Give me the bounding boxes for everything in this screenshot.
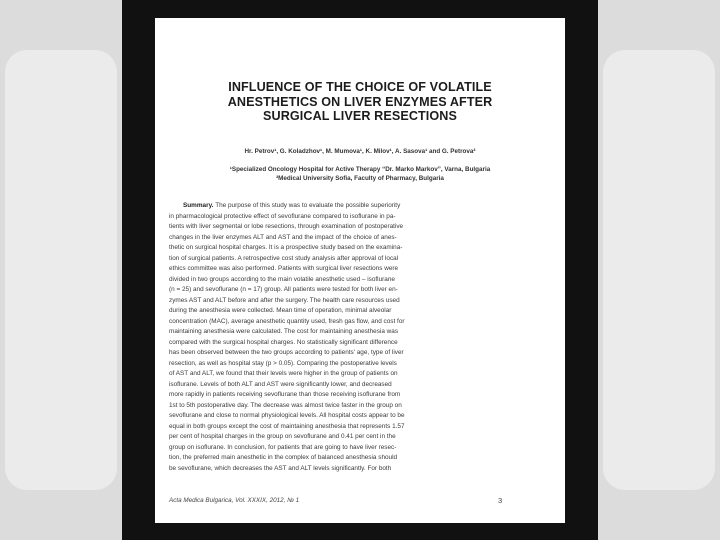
summary-line-text: compared with the surgical hospital charges. No statistically significant difference <box>169 338 398 346</box>
summary-line <box>169 390 511 401</box>
summary-line-text: equal in both groups except the cost of maintaining anesthesia that represents 1.57 <box>169 422 405 430</box>
paper-title <box>155 80 565 124</box>
summary-line-text: tion, the preferred main anesthetic in the complex of balanced anesthesia should <box>169 454 398 461</box>
summary-line-text: divided in two groups according to the main volatile anesthetic used – isoflurane <box>169 275 395 283</box>
summary-line-text: zymes AST and ALT before and after the surgery. The health care resources used <box>169 296 400 304</box>
journal-reference: Acta Medica Bulgarica, Vol. XXXIX, 2012, № 1 <box>169 497 300 504</box>
summary-line <box>169 359 511 370</box>
summary-line <box>169 432 511 443</box>
summary-label: Summary. <box>183 202 216 209</box>
summary-line-text: of AST and ALT, we found that their levels were higher in the group of patients on <box>169 370 398 377</box>
summary-line <box>169 327 511 338</box>
summary-line <box>169 243 511 254</box>
summary-line <box>169 222 511 233</box>
summary-line <box>169 422 511 433</box>
title-line: SURGICAL LIVER RESECTIONS <box>263 109 457 123</box>
affiliations <box>155 165 565 183</box>
paper-page <box>155 18 565 523</box>
title-line: INFLUENCE OF THE CHOICE OF VOLATILE <box>228 80 492 94</box>
summary-line <box>169 338 511 349</box>
right-decorative-card <box>603 50 715 490</box>
summary-line <box>169 254 511 265</box>
summary-line-text: maintaining anesthesia were calculated. The cost for maintaining anesthesia was <box>169 328 399 335</box>
summary-line <box>169 443 511 454</box>
summary-line-text: resection, as well as hospital stay (p > 0.05). Comparing the postoperative levels <box>169 359 397 367</box>
summary-line-text: be sevoflurane, which decreases the AST and ALT levels significantly. For both <box>169 464 392 472</box>
title-line: ANESTHETICS ON LIVER ENZYMES AFTER <box>227 94 493 109</box>
summary-line <box>169 212 511 223</box>
summary-line-text: changes in the liver enzymes ALT and AST and the impact of the choice of anes- <box>169 233 397 241</box>
summary-line-text: per cent of hospital charges in the group on sevoflurane and 0.41 per cent in the <box>169 433 396 440</box>
left-decorative-card <box>5 50 117 490</box>
summary-line <box>169 348 511 359</box>
summary-line-text: during the anesthesia were collected. Mean time of operation, minimal alveolar <box>169 307 392 314</box>
summary-line-text: concentration (MAC), average anesthetic quantity used, fresh gas flow, and cost for <box>169 317 405 325</box>
summary-line <box>169 380 511 391</box>
summary-line-text: has been observed between the two groups according to patients' age, type of liver <box>169 349 404 356</box>
summary-line <box>169 275 511 286</box>
summary-line <box>169 201 511 212</box>
summary-line <box>169 296 511 307</box>
summary-line-text: tients with liver segmental or lobe resections, through examination of postoperative <box>169 223 404 230</box>
affiliation-line: ²Medical University Sofia, Faculty of Pharmacy, Bulgaria <box>276 175 444 182</box>
summary-line-text: group on isoflurane. In conclusion, for patients that are going to have liver resec- <box>169 443 397 451</box>
summary-line-text: (n = 25) and sevoflurane (n = 17) group. All patients were tested for both liver en- <box>169 286 398 293</box>
summary-line <box>169 264 511 275</box>
summary-line <box>169 285 511 296</box>
summary-line <box>169 306 511 317</box>
summary-line-text: ethics committee was also performed. Patients with surgical liver resections were <box>169 265 399 272</box>
summary-line <box>169 453 511 464</box>
summary-line <box>169 233 511 244</box>
summary-line <box>169 401 511 412</box>
summary-line <box>169 464 511 475</box>
summary-line <box>169 317 511 328</box>
summary-line <box>169 411 511 422</box>
summary-line-text: sevoflurane and close to normal physiological levels. All hospital costs appear to be <box>169 412 405 419</box>
summary-line <box>169 369 511 380</box>
summary-line-text: more rapidly in patients receiving sevoflurane than those receiving isoflurane from <box>169 391 401 398</box>
page-number: 3 <box>498 496 503 505</box>
affiliation-line: ¹Specialized Oncology Hospital for Active Therapy “Dr. Marko Markov”, Varna, Bulgaria <box>229 166 491 173</box>
summary-line-text: The purpose of this study was to evaluate the possible superiority <box>215 202 401 209</box>
summary-line-text: thetic on surgical hospital charges. It is a prospective study based on the examina- <box>169 244 403 251</box>
summary-text <box>169 201 511 474</box>
summary-line-text: isoflurane. Levels of both ALT and AST were significantly lower, and decreased <box>169 380 392 388</box>
summary-line-text: in pharmacological protective effect of sevoflurane compared to isoflurane in pa- <box>169 212 396 220</box>
summary-line-text: tion of surgical patients. A retrospective cost study analysis after approval of local <box>169 254 399 262</box>
summary-line-text: 1st to 5th postoperative day. The decrease was almost twice faster in the group on <box>169 401 402 409</box>
authors-line: Hr. Petrov¹, G. Koladzhov¹, M. Mumova¹, K. Milov¹, A. Sasova¹ and G. Petrova² <box>244 148 476 155</box>
